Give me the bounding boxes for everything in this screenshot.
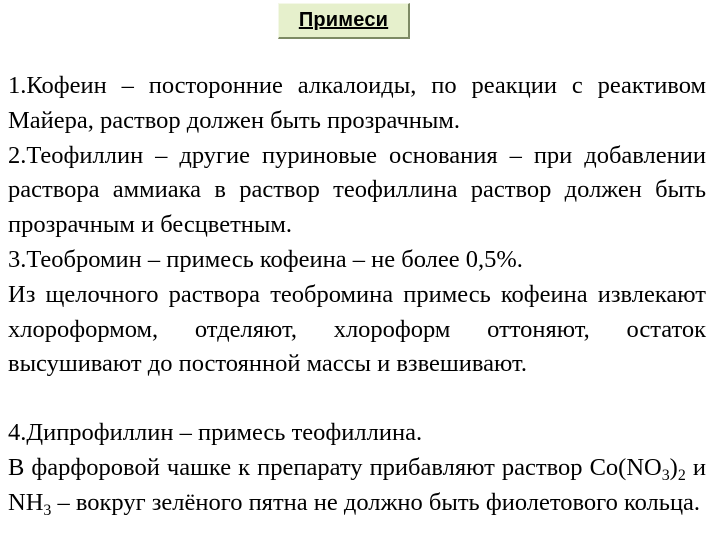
paragraph-theobromine: 3.Теобромин – примесь кофеина – не более 0,5%. (8, 245, 523, 273)
formula-cobalt-nitrate: $Co(NO_3)_2$ (589, 453, 686, 484)
paragraph-theophylline: 2.Теофиллин – другие пуриновые основания – при добавлении раствора аммиака в раствор теофиллина раствор должен быть прозрачным и бесцветным. (8, 141, 706, 239)
method-outro: – вокруг зелёного пятна не должно быть фиолетового кольца. (51, 488, 701, 516)
paragraph-theobromine-method: Из щелочного раствора теобромина примесь кофеина извлекают хлороформом, отделяют, хлороформ оттоняют, остаток высушивают до постоянной массы и взвешивают. (8, 280, 706, 378)
paragraph-diprophylline: 4.Дипрофиллин – примесь теофиллина. (8, 419, 423, 447)
method-intro: В фарфоровой чашке к препарату прибавляют раствор (8, 453, 590, 481)
paragraph-gap (8, 382, 706, 416)
page-title: Примеси (298, 9, 389, 31)
formula-ammonia: и $NH_3$ (8, 453, 706, 519)
paragraph-caffeine: 1.Кофеин – посторонние алкалоиды, по реакции с реактивом Майера, раствор должен быть прозрачным. (8, 72, 706, 134)
title-box (278, 3, 410, 39)
body-text (8, 69, 706, 521)
paragraph-diprophylline-method (8, 451, 706, 521)
title-area (0, 0, 720, 60)
